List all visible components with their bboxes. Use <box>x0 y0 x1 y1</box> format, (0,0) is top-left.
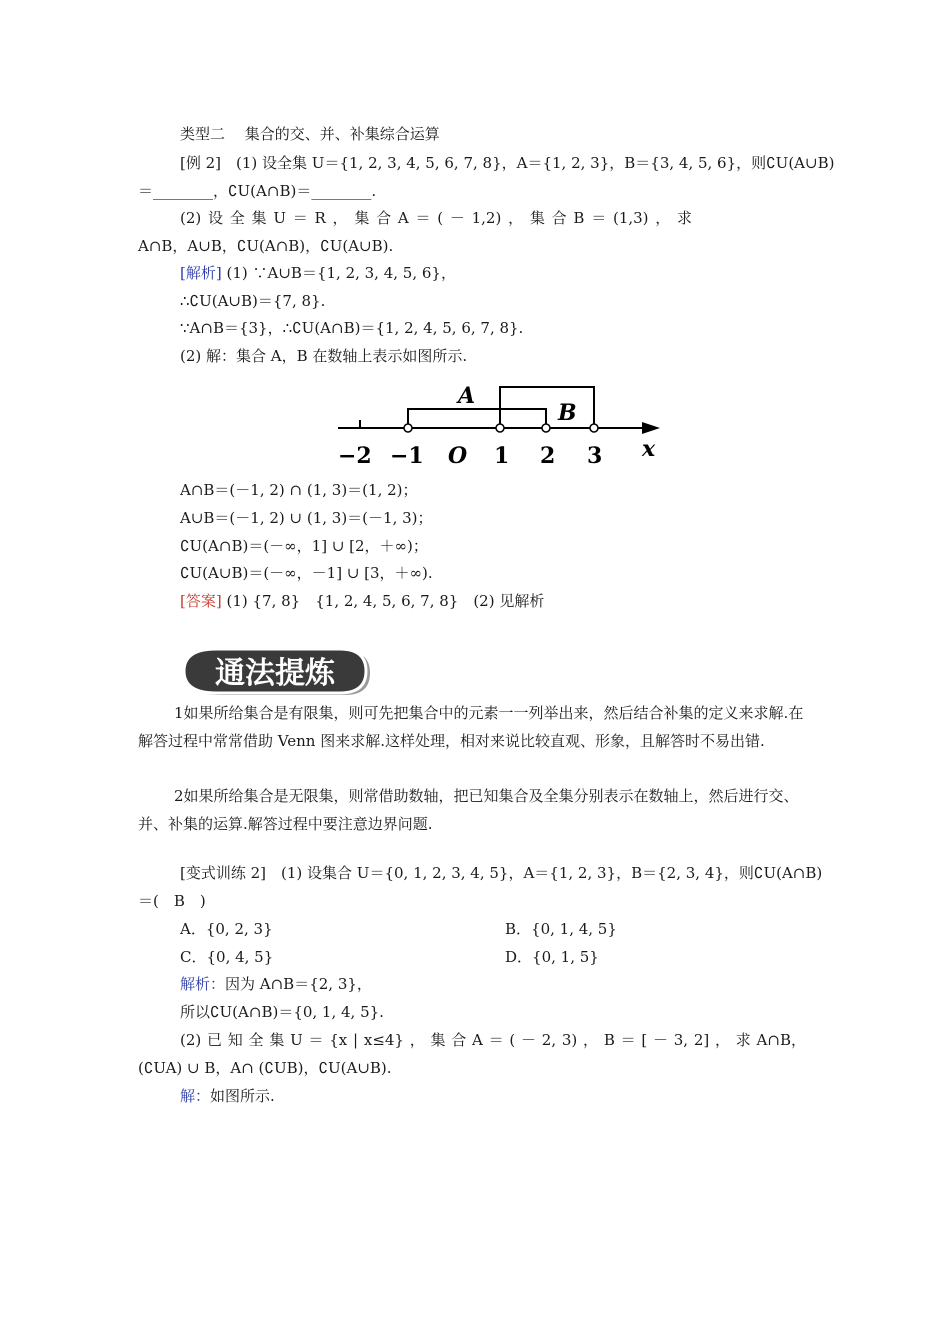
number-line-figure <box>330 378 670 470</box>
variant-part2-line-1: (2) 已 知 全 集 U ＝ {x | x≤4} ， 集 合 A ＝ ( － 2, 3) ， B ＝ [ － 3, 2] ， 求 A∩B， <box>180 1031 806 1049</box>
option-a: A．{0, 2, 3} <box>180 920 273 938</box>
tick-label-3: 3 <box>587 443 603 469</box>
tip-2-number: 2 <box>174 787 184 805</box>
axis-arrow <box>642 422 660 434</box>
variant-solution-label: 解析： <box>180 975 226 993</box>
set-a-bracket <box>408 409 546 428</box>
variant-part2-solution <box>180 1086 275 1106</box>
section-title: 类型二 集合的交、并、补集综合运算 <box>180 125 440 143</box>
option-c: C．{0, 4, 5} <box>180 948 274 966</box>
tick-label-1: 1 <box>494 443 510 469</box>
banner-title: 通法提炼 <box>215 656 335 691</box>
solution-label: [解析] <box>180 264 222 282</box>
set-a-label: A <box>458 383 476 409</box>
variant-solution-line-1 <box>180 974 372 994</box>
open-point-3 <box>590 424 598 432</box>
tick-label-origin: O <box>448 443 468 469</box>
open-point-2 <box>542 424 550 432</box>
tip-1-number: 1 <box>174 704 184 722</box>
variant-solution-text-1: 因为 A∩B＝{2, 3}， <box>225 975 372 993</box>
answer-line <box>180 591 544 611</box>
result-intersection: A∩B＝(－1, 2) ∩ (1, 3)＝(1, 2)； <box>180 481 418 499</box>
solution-text-1: (1) ∵A∪B＝{1, 2, 3, 4, 5, 6}， <box>226 264 456 282</box>
variant-part2-line-2: (∁UA) ∪ B，A∩ (∁UB)，∁U(A∪B). <box>138 1059 392 1077</box>
answer-text: (1) {7, 8} {1, 2, 4, 5, 6, 7, 8} (2) 见解析 <box>226 592 545 610</box>
example-line-1: [例 2] (1) 设全集 U＝{1, 2, 3, 4, 5, 6, 7, 8}，A＝{1, 2, 3}，B＝{3, 4, 5, 6}，则∁U(A∪B) <box>180 154 835 172</box>
solution-line-3: ∵A∩B＝{3}，∴∁U(A∩B)＝{1, 2, 4, 5, 6, 7, 8}. <box>180 319 524 337</box>
answer-label: [答案] <box>180 592 222 610</box>
variant-part2-solution-text: 如图所示. <box>210 1087 275 1105</box>
example-part2-line-2: A∩B，A∪B，∁U(A∩B)，∁U(A∪B). <box>138 237 394 255</box>
result-union: A∪B＝(－1, 2) ∪ (1, 3)＝(－1, 3)； <box>180 509 433 527</box>
tip-2 <box>138 782 818 838</box>
variant-part2-solution-label: 解： <box>180 1087 211 1105</box>
variant-line-1: [变式训练 2] (1) 设集合 U＝{0, 1, 2, 3, 4, 5}，A＝{1, 2, 3}，B＝{2, 3, 4}，则∁U(A∩B) <box>180 864 823 882</box>
example-line-2: ＝________，∁U(A∩B)＝________. <box>138 182 377 200</box>
tip-1-text: 如果所给集合是有限集，则可先把集合中的元素一一列举出来，然后结合补集的定义来求解.在解答过程中常常借助 Venn 图来求解.这样处理，相对来说比较直观、形象，且解答时不易出错. <box>138 704 804 750</box>
axis-label-x: x <box>642 436 656 462</box>
result-complement-union: ∁U(A∪B)＝(－∞，－1] ∪ [3，＋∞). <box>180 564 433 582</box>
set-b-label: B <box>558 400 577 426</box>
tip-1 <box>138 699 818 755</box>
tick-label-2: 2 <box>540 443 556 469</box>
solution-line-2: ∴∁U(A∪B)＝{7, 8}. <box>180 292 326 310</box>
solution-line-4: (2) 解：集合 A，B 在数轴上表示如图所示. <box>180 347 468 365</box>
variant-solution-line-2: 所以∁U(A∩B)＝{0, 1, 4, 5}. <box>180 1003 384 1021</box>
result-complement-intersection: ∁U(A∩B)＝(－∞，1] ∪ [2，＋∞)； <box>180 537 428 555</box>
open-point-1 <box>496 424 504 432</box>
option-d: D．{0, 1, 5} <box>505 948 599 966</box>
variant-line-2: ＝( B ) <box>138 892 206 910</box>
open-point-minus-1 <box>404 424 412 432</box>
tick-label-minus-1: −1 <box>390 443 424 469</box>
option-b: B．{0, 1, 4, 5} <box>505 920 617 938</box>
example-part2-line-1: (2) 设 全 集 U ＝ R ， 集 合 A ＝ ( － 1,2) ， 集 合 B ＝ (1,3) ， 求 <box>180 209 693 227</box>
method-summary-banner <box>180 645 375 701</box>
solution-line-1 <box>180 263 456 283</box>
tip-2-text: 如果所给集合是无限集，则常借助数轴，把已知集合及全集分别表示在数轴上，然后进行交、并、补集的运算.解答过程中要注意边界问题. <box>138 787 799 833</box>
tick-label-minus-2: −2 <box>338 443 372 469</box>
